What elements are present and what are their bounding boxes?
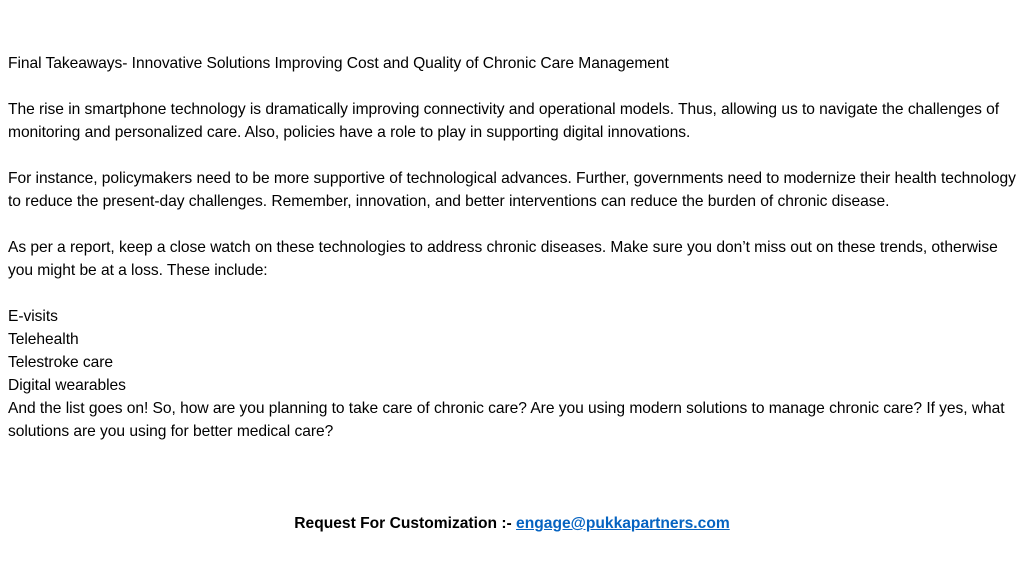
paragraph-smartphone-technology: The rise in smartphone technology is dramatically improving connectivity and operational models. Thus, allowing us to navigate the challenges of monitoring and personalized care. Also, policies have a role to play in supporting digital innovations. <box>8 101 1000 141</box>
list-item-digital-wearables: Digital wearables <box>8 377 126 394</box>
spacer <box>8 75 1020 98</box>
paragraph-report: As per a report, keep a close watch on these technologies to address chronic diseases. Make sure you don’t miss out on these trends, otherwise you might be at a loss. These include: <box>8 239 998 279</box>
list-item-telestroke-care: Telestroke care <box>8 354 113 371</box>
list-item-e-visits: E-visits <box>8 308 58 325</box>
paragraph-closing: And the list goes on! So, how are you planning to take care of chronic care? Are you using modern solutions to manage chronic care? If yes, what solutions are you using for better medical care? <box>8 400 1005 440</box>
list-item-telehealth: Telehealth <box>8 331 79 348</box>
document-body <box>8 52 1020 443</box>
document-title: Final Takeaways- Innovative Solutions Improving Cost and Quality of Chronic Care Management <box>8 55 669 72</box>
spacer <box>8 282 1020 305</box>
email-link[interactable]: engage@pukkapartners.com <box>516 515 730 532</box>
customization-label: Request For Customization :- <box>294 515 517 532</box>
spacer <box>8 144 1020 167</box>
paragraph-policymakers: For instance, policymakers need to be more supportive of technological advances. Further, governments need to modernize their health technology to reduce the present-day challenges. Remember, innovation, and better interventions can reduce the burden of chronic disease. <box>8 170 1016 210</box>
technology-list <box>8 305 1020 397</box>
customization-footer <box>0 512 1024 535</box>
spacer <box>8 213 1020 236</box>
